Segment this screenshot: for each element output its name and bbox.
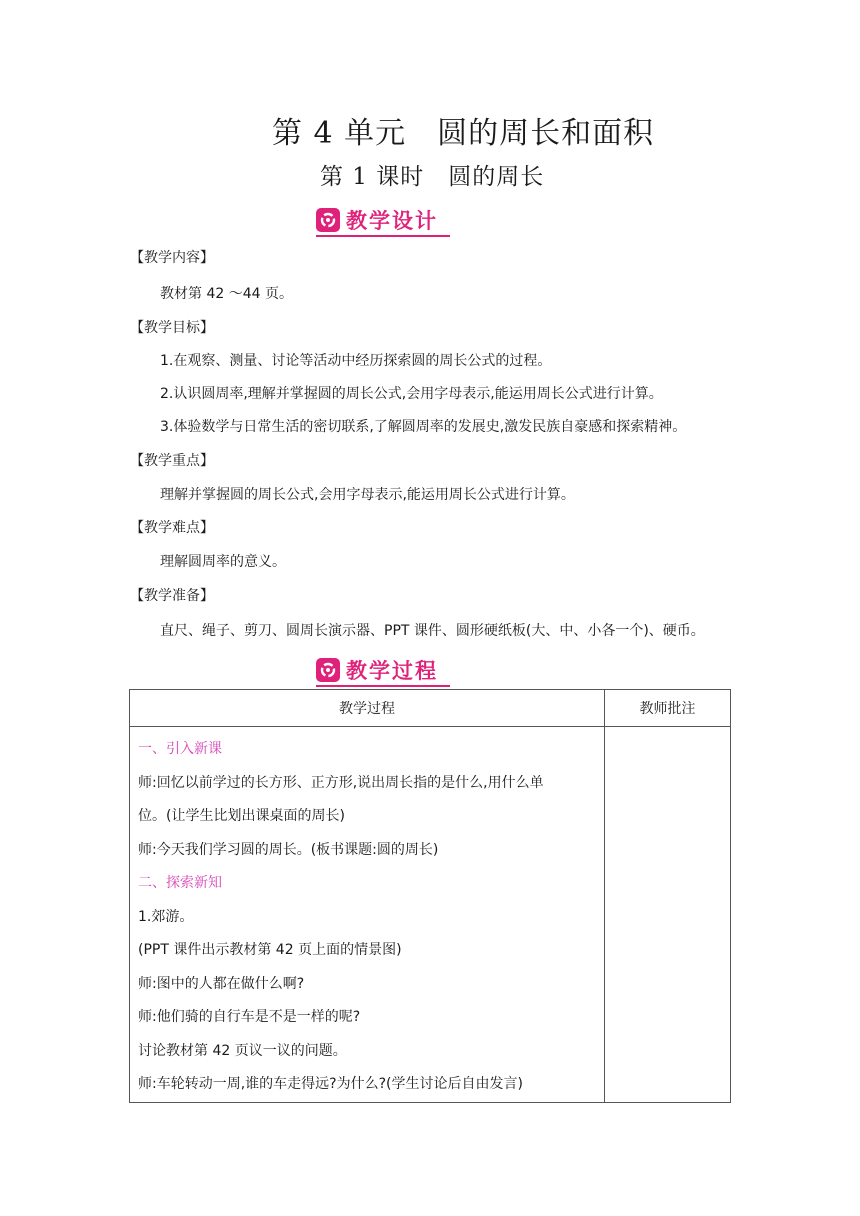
table-line: 位。(让学生比划出课桌面的周长) <box>138 808 345 824</box>
section-heading: 【教学重点】 <box>130 453 214 469</box>
notes-cell <box>605 727 731 1103</box>
swirl-icon <box>316 208 340 232</box>
banner-teaching-design <box>316 205 446 235</box>
table-line: 师:图中的人都在做什么啊? <box>138 975 305 992</box>
paragraph: 理解并掌握圆的周长公式,会用字母表示,能运用周长公式进行计算。 <box>160 487 575 503</box>
banner-label: 教学设计 <box>346 209 438 233</box>
section-heading: 【教学难点】 <box>130 520 214 536</box>
paragraph: 教材第 42 ～44 页。 <box>160 286 293 302</box>
column-header-process: 教学过程 <box>130 690 605 727</box>
paragraph: 3.体验数学与日常生活的密切联系,了解圆周率的发展史,激发民族自豪感和探索精神。 <box>160 419 687 435</box>
table-line: 师:今天我们学习圆的周长。(板书课题:圆的周长) <box>138 841 439 858</box>
table-row <box>130 727 731 1103</box>
banner-teaching-process <box>316 655 446 685</box>
section-heading: 【教学内容】 <box>130 250 214 266</box>
paragraph: 直尺、绳子、剪刀、圆周长演示器、PPT 课件、圆形硬纸板(大、中、小各一个)、硬币。 <box>160 623 705 639</box>
table-line: 讨论教材第 42 页议一议的问题。 <box>138 1042 347 1059</box>
lesson-title: 第 1 课时 圆的周长 <box>320 164 545 190</box>
subsection-heading: 一、引入新课 <box>138 741 222 757</box>
subsection-heading: 二、探索新知 <box>138 875 222 891</box>
paragraph: 2.认识圆周率,理解并掌握圆的周长公式,会用字母表示,能运用周长公式进行计算。 <box>160 386 663 402</box>
process-table <box>129 689 731 1103</box>
table-line: 师:车轮转动一周,谁的车走得远?为什么?(学生讨论后自由发言) <box>138 1076 523 1092</box>
paragraph: 理解圆周率的意义。 <box>160 554 286 570</box>
unit-title: 第 4 单元 圆的周长和面积 <box>272 116 655 151</box>
table-line: 1.郊游。 <box>138 908 194 925</box>
section-heading: 【教学准备】 <box>130 588 214 604</box>
table-line: 师:他们骑的自行车是不是一样的呢? <box>138 1009 361 1025</box>
table-header-row <box>130 690 731 727</box>
table-line: 师:回忆以前学过的长方形、正方形,说出周长指的是什么,用什么单 <box>138 774 544 791</box>
section-heading: 【教学目标】 <box>130 320 214 336</box>
banner-label: 教学过程 <box>346 659 438 683</box>
paragraph: 1.在观察、测量、讨论等活动中经历探索圆的周长公式的过程。 <box>160 353 552 369</box>
column-header-notes: 教师批注 <box>605 690 731 727</box>
banner-underline <box>316 685 450 687</box>
banner-underline <box>316 235 450 237</box>
process-cell <box>130 727 605 1103</box>
table-line: (PPT 课件出示教材第 42 页上面的情景图) <box>138 942 402 958</box>
swirl-icon <box>316 658 340 682</box>
